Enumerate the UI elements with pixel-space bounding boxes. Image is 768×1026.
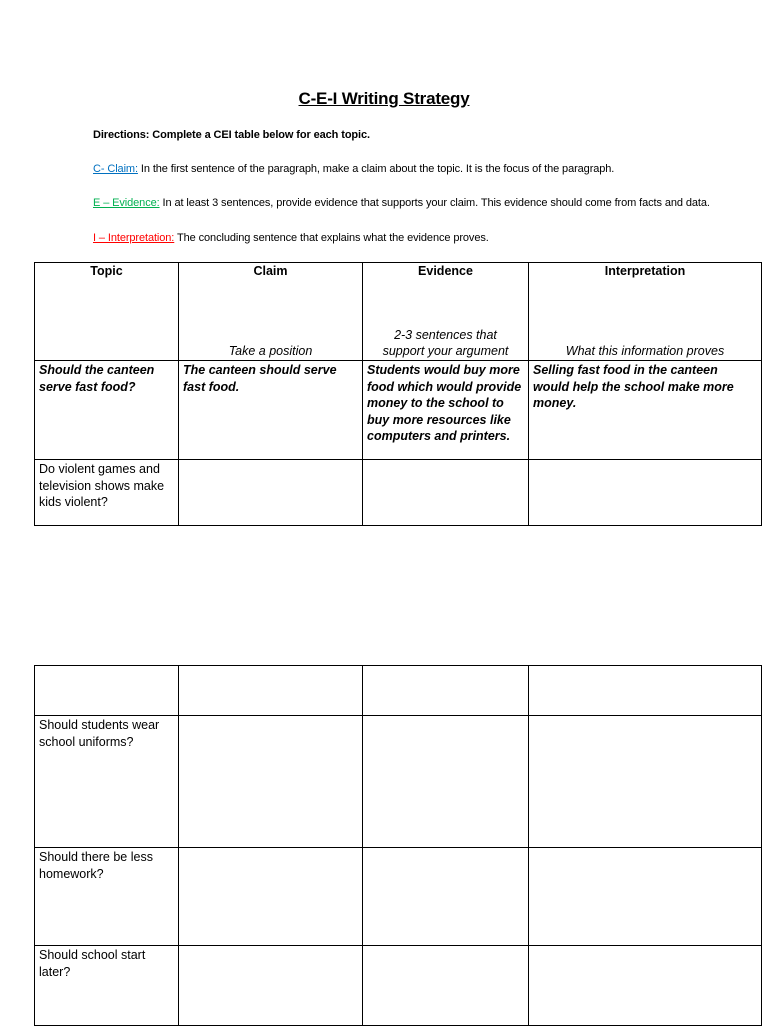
cei-table-2 <box>34 665 762 1026</box>
topic-cell[interactable] <box>35 666 179 716</box>
table-row <box>35 666 762 716</box>
example-claim: The canteen should serve fast food. <box>179 361 363 460</box>
interpretation-cell[interactable] <box>529 716 762 848</box>
claim-term: C- Claim: <box>93 163 138 175</box>
evidence-term: E – Evidence: <box>93 197 160 209</box>
header-evidence: Evidence 2-3 sentences that support your argument <box>363 263 529 361</box>
page-title: C-E-I Writing Strategy <box>298 89 470 108</box>
claim-cell[interactable] <box>179 460 363 526</box>
evidence-cell[interactable] <box>363 460 529 526</box>
topic-cell: Should school start later? <box>35 946 179 1026</box>
header-claim-hint: Take a position <box>228 344 313 358</box>
directions-text: Directions: Complete a CEI table below for each topic. <box>93 129 370 141</box>
interpretation-cell[interactable] <box>529 666 762 716</box>
interpretation-cell[interactable] <box>529 848 762 946</box>
evidence-definition <box>93 197 710 209</box>
claim-definition <box>93 163 614 175</box>
evidence-cell[interactable] <box>363 716 529 848</box>
header-topic: Topic <box>35 263 179 361</box>
table-row <box>35 460 762 526</box>
header-evidence-hint: 2-3 sentences that support your argument <box>382 328 509 358</box>
topic-cell: Do violent games and television shows make kids violent? <box>35 460 179 526</box>
interpretation-description: The concluding sentence that explains what the evidence proves. <box>174 232 489 244</box>
claim-cell[interactable] <box>179 946 363 1026</box>
table-row <box>35 848 762 946</box>
header-row <box>35 263 762 361</box>
table-row <box>35 946 762 1026</box>
evidence-cell[interactable] <box>363 946 529 1026</box>
header-claim: Claim Take a position <box>179 263 363 361</box>
header-interpretation: Interpretation What this information proves <box>529 263 762 361</box>
example-topic: Should the canteen serve fast food? <box>35 361 179 460</box>
example-interpretation: Selling fast food in the canteen would help the school make more money. <box>529 361 762 460</box>
table-row <box>35 716 762 848</box>
topic-cell: Should there be less homework? <box>35 848 179 946</box>
interpretation-definition <box>93 232 489 244</box>
interpretation-term: I – Interpretation: <box>93 232 175 244</box>
claim-cell[interactable] <box>179 848 363 946</box>
header-interpretation-hint: What this information proves <box>565 344 725 358</box>
cei-table-1 <box>34 262 762 526</box>
interpretation-cell[interactable] <box>529 460 762 526</box>
claim-cell[interactable] <box>179 666 363 716</box>
topic-cell: Should students wear school uniforms? <box>35 716 179 848</box>
claim-cell[interactable] <box>179 716 363 848</box>
evidence-cell[interactable] <box>363 666 529 716</box>
claim-description: In the first sentence of the paragraph, make a claim about the topic. It is the focus of the paragraph. <box>137 163 615 175</box>
example-row <box>35 361 762 460</box>
evidence-cell[interactable] <box>363 848 529 946</box>
evidence-description: In at least 3 sentences, provide evidence that supports your claim. This evidence should come from facts and data. <box>159 197 710 209</box>
example-evidence: Students would buy more food which would provide money to the school to buy more resources like computers and printers. <box>363 361 529 460</box>
interpretation-cell[interactable] <box>529 946 762 1026</box>
